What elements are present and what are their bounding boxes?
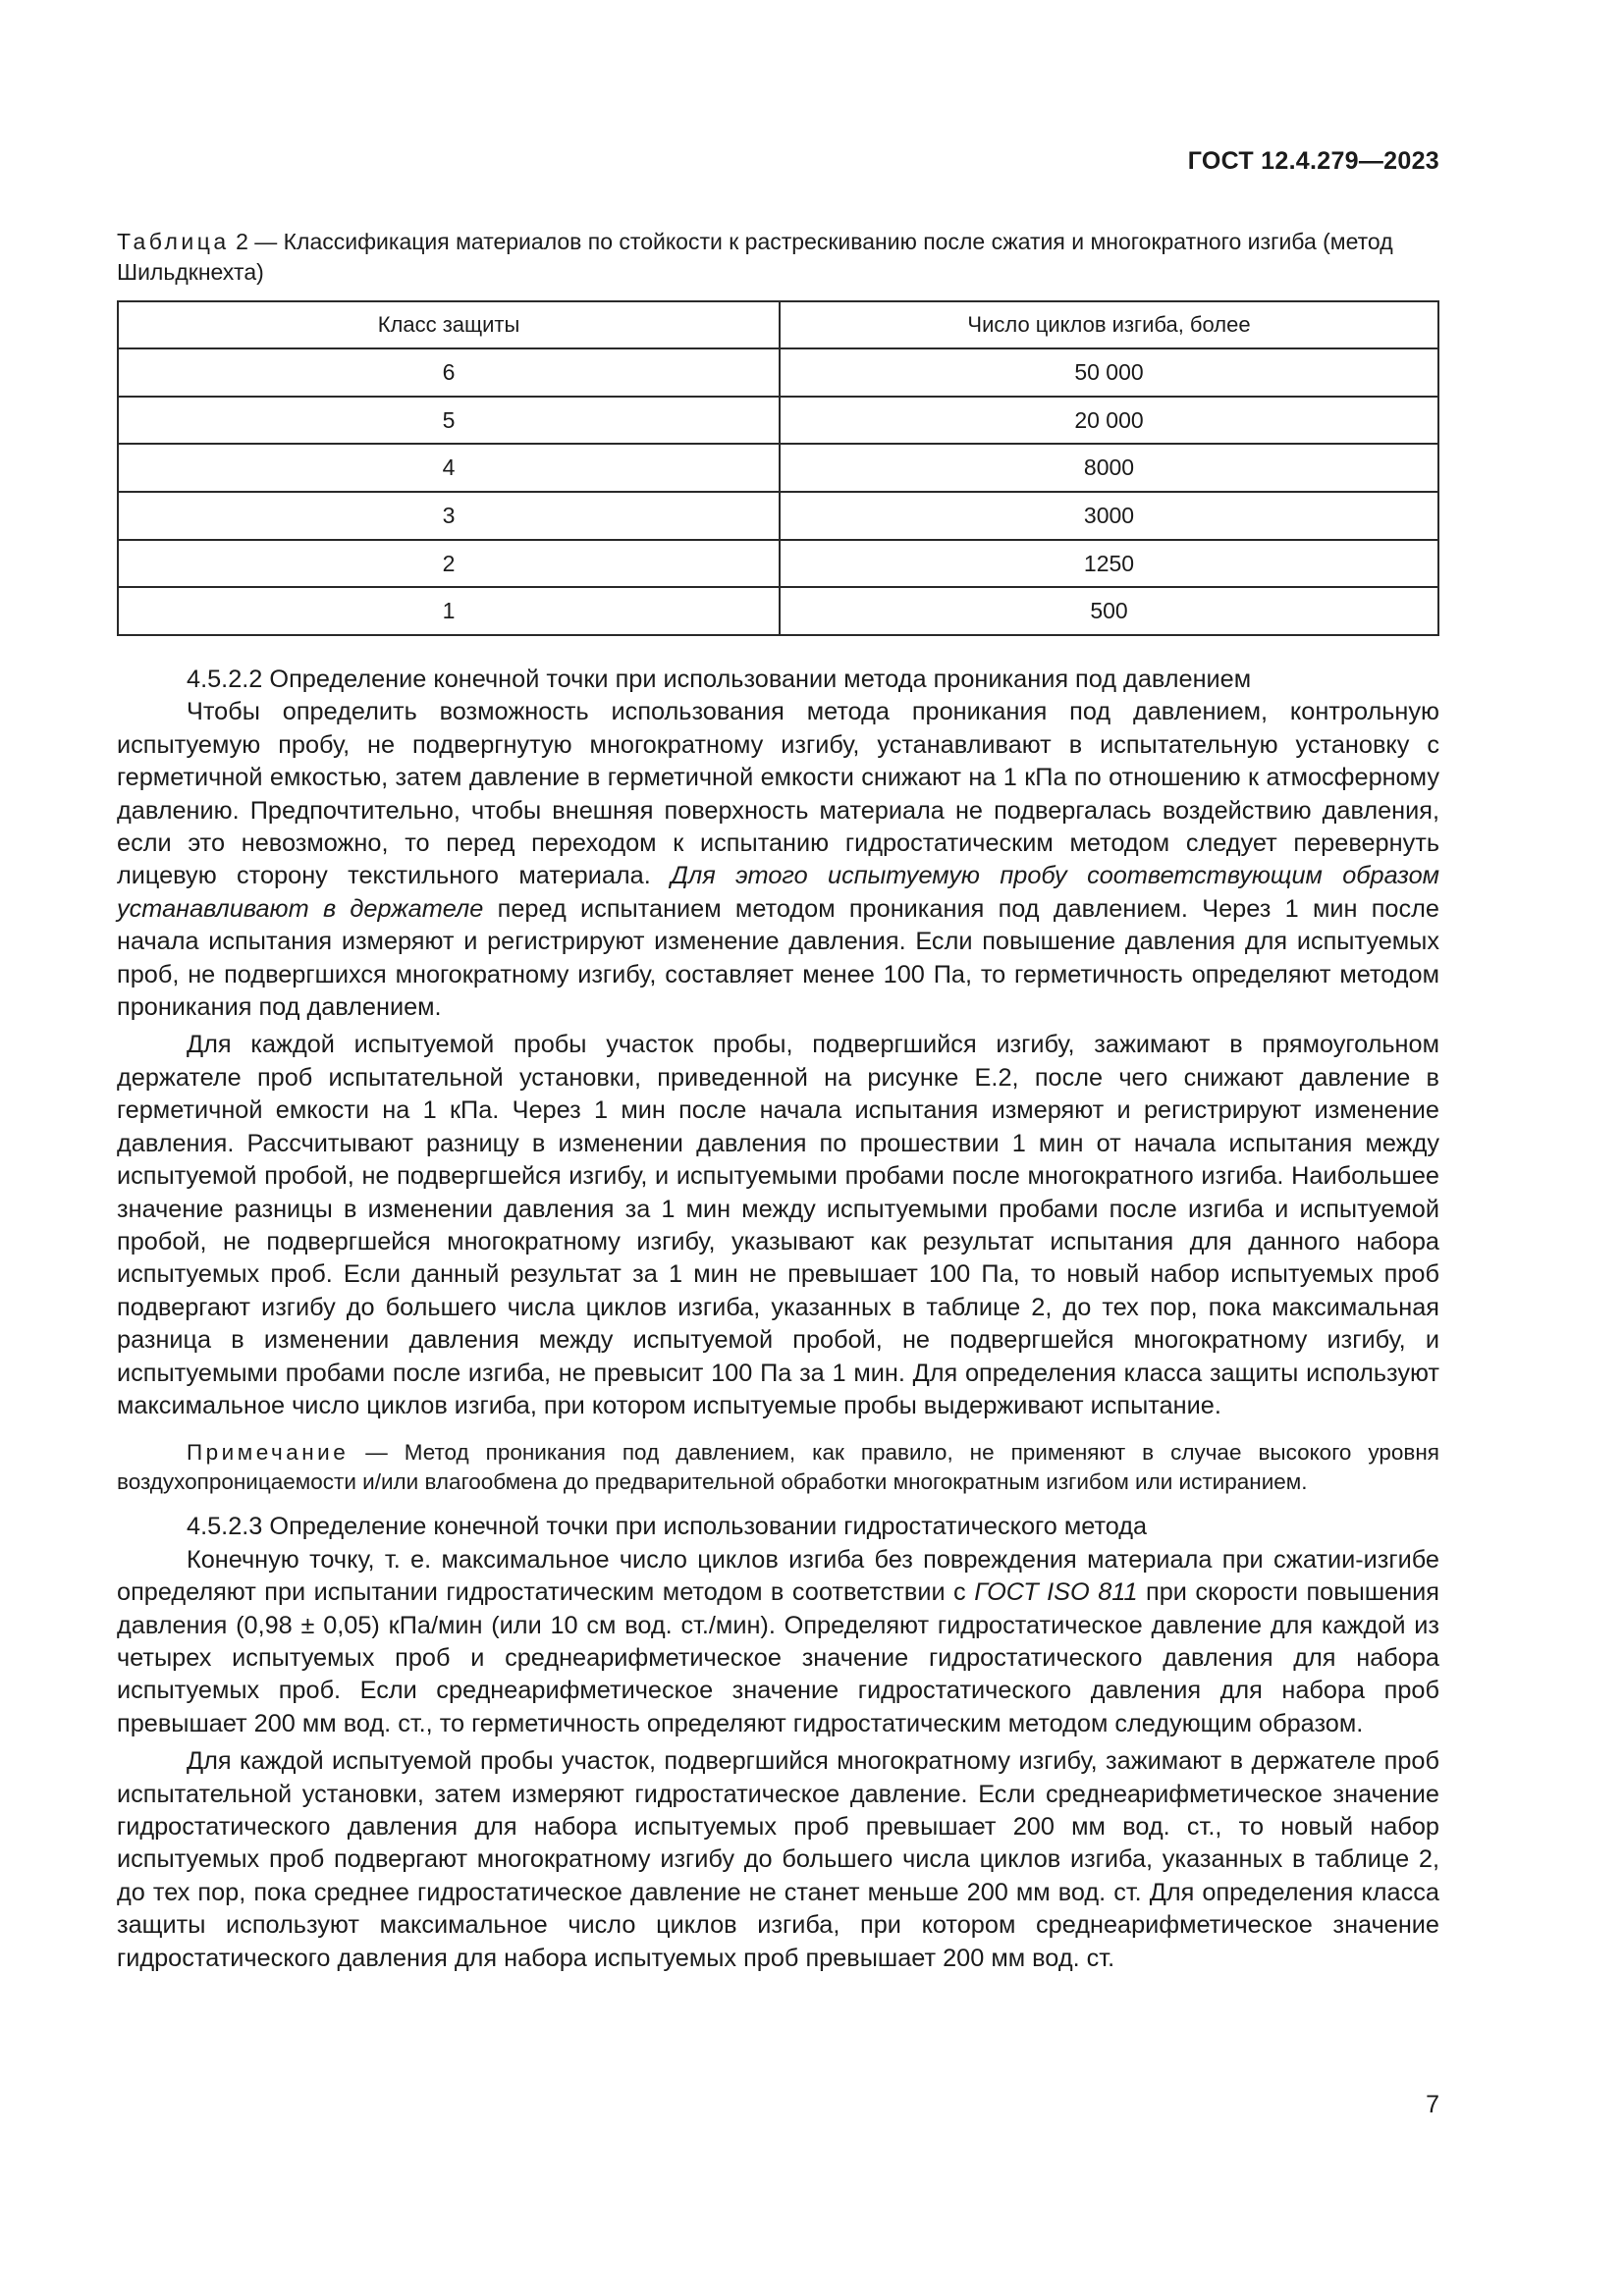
table-caption-text: 2 — Классификация материалов по стойкости к растрескиванию после сжатия и многократного изгиба (метод Шильдкнехта) xyxy=(117,229,1393,285)
section-heading-4-5-2-2: 4.5.2.2 Определение конечной точки при использовании метода проникания под давлением xyxy=(187,666,1252,693)
note-text: — Метод проникания под давлением, как правило, не применяют в случае высокого уровня воздухопроницаемости и/или влагообмена до предварительной обработки многократным изгибом или истиранием. xyxy=(117,1440,1439,1495)
table-caption-label: Таблица xyxy=(117,229,230,254)
cell-cycles: 50 000 xyxy=(780,348,1438,397)
column-header-protection-class: Класс защиты xyxy=(118,301,780,348)
table-row xyxy=(118,492,1438,540)
paragraph-3-part-b: при скорости повышения давления (0,98 ± 0,05) кПа/мин (или 10 см вод. ст./мин). Определяют гидростатическое давление для каждой из четырех испытуемых проб и среднеарифметическое значение гидростатического давления для набора испытуемых проб. Если среднеарифметическое значение гидростатического давления для набора проб превышает 200 мм вод. ст., то герметичность определяют гидростатическим методом следующим образом. xyxy=(117,1578,1439,1737)
paragraph-1-italic: Для этого испытуемую пробу соответствующим образом устанавливают в держателе xyxy=(117,862,1439,923)
paragraph-1-part-a: Чтобы определить возможность использования метода проникания под давлением, контрольную испытуемую пробу, не подвергнутую многократному изгибу, устанавливают в испытательную установку с герметичной емкостью, затем давление в герметичной емкости снижают на 1 кПа по отношению к атмосферному давлению. Предпочтительно, чтобы внешняя поверхность материала не подвергалась воздействию давления, если это невозможно, то перед переходом к испытанию гидростатическим методом следует перевернуть лицевую сторону текстильного материала. xyxy=(117,698,1439,890)
cell-class: 3 xyxy=(118,492,780,540)
table-caption xyxy=(117,227,1439,288)
cell-cycles: 20 000 xyxy=(780,397,1438,445)
cell-class: 6 xyxy=(118,348,780,397)
paragraph-1-part-b: перед испытанием методом проникания под давлением. Через 1 мин после начала испытания измеряют и регистрируют изменение давления. Если повышение давления для испытуемых проб, не подвергшихся многократному изгибу, составляет менее 100 Па, то герметичность определяют методом проникания под давлением. xyxy=(117,894,1439,1022)
cell-class: 5 xyxy=(118,397,780,445)
table-row xyxy=(118,397,1438,445)
note-paragraph xyxy=(117,1438,1439,1497)
cell-cycles: 1250 xyxy=(780,540,1438,588)
protection-class-table xyxy=(117,300,1439,636)
document-header: ГОСТ 12.4.279—2023 xyxy=(1187,147,1439,175)
cell-class: 2 xyxy=(118,540,780,588)
section-heading-4-5-2-3: 4.5.2.3 Определение конечной точки при использовании гидростатического метода xyxy=(187,1513,1148,1541)
table-row xyxy=(118,444,1438,492)
cell-cycles: 500 xyxy=(780,587,1438,635)
paragraph-1 xyxy=(117,696,1439,1024)
table-row xyxy=(118,348,1438,397)
column-header-bend-cycles: Число циклов изгиба, более xyxy=(780,301,1438,348)
page-number: 7 xyxy=(1426,2091,1439,2118)
standard-reference: ГОСТ ISO 811 xyxy=(974,1578,1138,1607)
table-row xyxy=(118,540,1438,588)
table-header-row xyxy=(118,301,1438,348)
cell-class: 4 xyxy=(118,444,780,492)
paragraph-3 xyxy=(117,1544,1439,1740)
table-row xyxy=(118,587,1438,635)
note-label: Примечание xyxy=(187,1440,350,1466)
cell-class: 1 xyxy=(118,587,780,635)
paragraph-2: Для каждой испытуемой пробы участок пробы, подвергшийся изгибу, зажимают в прямоугольном держателе проб испытательной установки, приведенной на рисунке Е.2, после чего снижают давление в герметичной емкости на 1 кПа. Через 1 мин после начала испытания измеряют и регистрируют изменение давления. Рассчитывают разницу в изменении давления по прошествии 1 мин от начала испытания между испытуемой пробой, не подвергшейся изгибу, и испытуемыми пробами после многократного изгиба. Наибольшее значение разницы в изменении давления за 1 мин между испытуемыми пробами после изгиба и испытуемой пробой, не подвергшейся многократному изгибу, указывают как результат испытания для данного набора испытуемых проб. Если данный результат за 1 мин не превышает 100 Па, то новый набор испытуемых проб подвергают изгибу до большего числа циклов изгиба, указанных в таблице 2, до тех пор, пока максимальная разница в изменении давления между испытуемой пробой, не подвергшейся многократному изгибу, и испытуемыми пробами после изгиба, не превысит 100 Па за 1 мин. Для определения класса защиты используют максимальное число циклов изгиба, при котором испытуемые пробы выдерживают испытание. xyxy=(117,1031,1439,1419)
paragraph-4: Для каждой испытуемой пробы участок, подвергшийся многократному изгибу, зажимают в держателе проб испытательной установки, затем измеряют гидростатическое давление. Если среднеарифметическое значение гидростатического давления для набора испытуемых проб превышает 200 мм вод. ст., то новый набор испытуемых проб подвергают многократному изгибу до большего числа циклов изгиба, указанных в таблице 2, до тех пор, пока среднее гидростатическое давление не станет меньше 200 мм вод. ст. Для определения класса защиты используют максимальное число циклов изгиба, при котором среднеарифметическое значение гидростатического давления для набора испытуемых проб превышает 200 мм вод. ст. xyxy=(117,1747,1439,1972)
document-body xyxy=(117,664,1439,1975)
cell-cycles: 3000 xyxy=(780,492,1438,540)
paragraph-3-part-a: Конечную точку, т. е. максимальное число циклов изгиба без повреждения материала при сжатии-изгибе определяют при испытании гидростатическим методом в соответствии с xyxy=(117,1545,1439,1607)
cell-cycles: 8000 xyxy=(780,444,1438,492)
